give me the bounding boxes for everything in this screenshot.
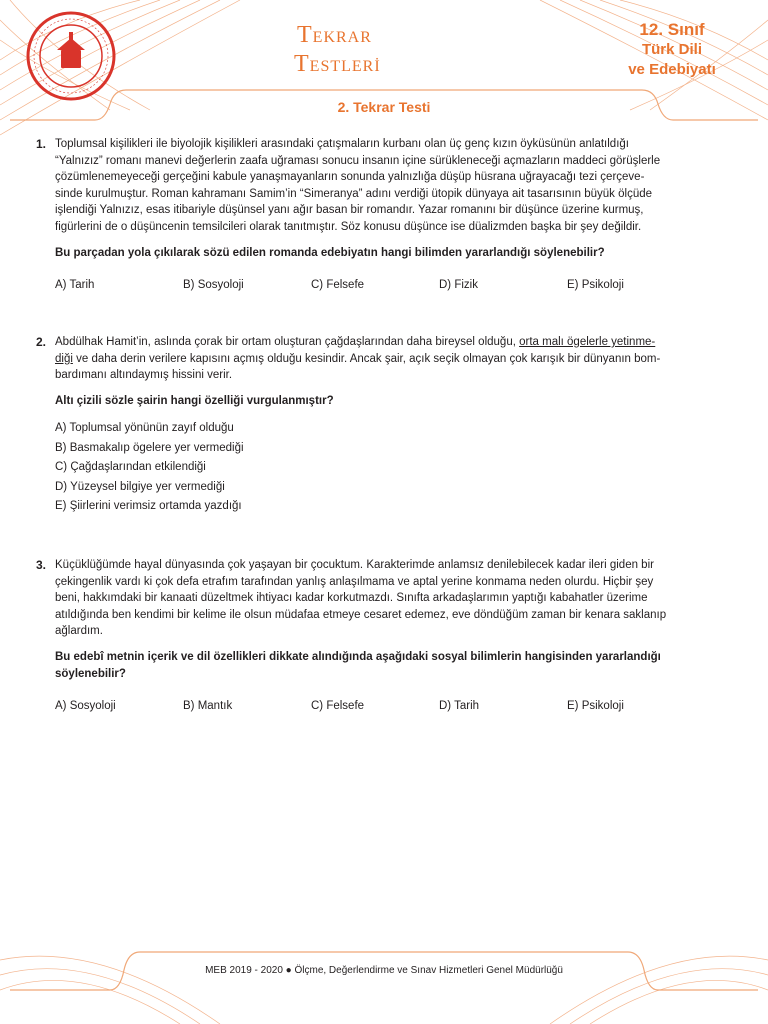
question-prompt: Altı çizili sözle şairin hangi özelliği vurgulanmıştır? bbox=[55, 394, 334, 407]
question-prompt: Bu parçadan yola çıkılarak sözü edilen romanda edebiyatın hangi bilimden yararlandığı söylenebilir? bbox=[55, 246, 605, 259]
question-2 bbox=[36, 334, 740, 517]
option-a[interactable]: A) Sosyoloji bbox=[55, 700, 116, 713]
question-text-line: bardımanı altındaymış hissini verir. bbox=[55, 369, 233, 382]
text-segment: Abdülhak Hamit’in, aslında çorak bir ortam oluşturan çağdaşlarından daha bireysel olduğu, bbox=[55, 336, 520, 348]
tekrar-testleri-brand bbox=[294, 22, 381, 80]
option-d[interactable]: D) Yüzeysel bilgiye yer vermediği bbox=[55, 480, 225, 493]
option-c[interactable]: C) Felsefe bbox=[311, 700, 365, 713]
question-text-line: işlendiği Yalnızız, esas itibariyle düşünsel yanı ağır basan bir romandır. Yazar romanını bir düşünce üzerine kurmuş, bbox=[55, 204, 644, 217]
answer-options bbox=[55, 698, 740, 715]
answer-options bbox=[55, 419, 740, 517]
question-text-line: sinde kurulmuştur. Roman kahramanı Samim’in “Simeranya” adını verdiği ütopik dünyaya ait tasarısının büyük ölçüde bbox=[55, 187, 653, 200]
option-b[interactable]: B) Mantık bbox=[183, 700, 233, 713]
question-text-line: “Yalnızız” romanı manevi değerlerin zaafa uğraması sonucu insanın içine sürükleneceği açmazların maddeci görüşlerle bbox=[55, 154, 661, 167]
brand-line1-cap: T bbox=[297, 22, 313, 48]
question-text-line bbox=[55, 351, 740, 368]
question-text-line: Toplumsal kişilikleri ile biyolojik kişilikleri arasındaki çatışmaların kurbanı olan üç genç kızın öyküsünün anlatıldığı bbox=[55, 138, 629, 150]
question-3 bbox=[36, 557, 740, 715]
option-d[interactable]: D) Tarih bbox=[439, 700, 480, 713]
question-text-line: beni, hakkımdaki bir kanaati düzeltmek ihtiyacı kadar korkutmazdı. Sınıfta arkadaşlarımın yaptığı kabahatler üzerime bbox=[55, 592, 648, 605]
question-text-line bbox=[55, 334, 740, 351]
option-e[interactable]: E) Şiirlerini verimsiz ortamda yazdığı bbox=[55, 500, 242, 513]
question-text-line: Küçüklüğümde hayal dünyasında çok yaşayan bir çocuktum. Karakterimde anlamsız denilebilecek kadar ileri giden bir bbox=[55, 559, 654, 571]
underlined-phrase: orta malı ögelerle yetinme- bbox=[519, 336, 656, 348]
question-text-line: figürlerini de o düşüncenin temsilcileri olarak tanıtmıştır. Söz konusu düşünce ise düalizmden başka bir şey değildir. bbox=[55, 220, 642, 233]
brand-line2-cap: T bbox=[294, 51, 310, 77]
prompt-line: söylenebilir? bbox=[55, 667, 126, 680]
brand-line1-rest: EKRAR bbox=[312, 29, 372, 46]
underlined-phrase: diği bbox=[55, 352, 73, 365]
grade-label: 12. Sınıf bbox=[639, 20, 705, 39]
question-text-line: çözümlenemeyeceği gerçeğini kabule yanaşmayanların sonunda yalnızlığa düşüp hüsrana uğrayacağı tezi çerçeve- bbox=[55, 171, 645, 184]
text-segment: ve daha derin verilere kapısını açmış olduğu kesindir. Ancak şair, açık seçik olmayan çok karışık bir dünyanın bom- bbox=[72, 352, 661, 365]
meb-seal-logo bbox=[25, 10, 117, 102]
question-text-line: çekingenlik vardı ki çok defa etrafım tarafından yanlış anlaşılmama ve aptal yerine konmama neden olurdu. Hiçbir şey bbox=[55, 575, 654, 588]
answer-options bbox=[55, 277, 740, 294]
question-number: 2. bbox=[36, 335, 47, 349]
question-prompt bbox=[55, 649, 740, 682]
question-1 bbox=[36, 136, 740, 294]
subject-line2: ve Edebiyatı bbox=[628, 61, 716, 78]
question-text-line: atıldığında ben kendimi bir kelime ile olsun müdafaa etmeye cesaret edemez, eve döndüğüm zaman bir kenara saklanıp bbox=[55, 608, 667, 621]
option-e[interactable]: E) Psikoloji bbox=[567, 279, 624, 292]
test-title: 2. Tekrar Testi bbox=[337, 99, 431, 115]
prompt-line: Bu edebî metnin içerik ve dil özellikleri dikkate alındığında aşağıdaki sosyal bilimlerin hangisinden yararlandığı bbox=[55, 650, 661, 663]
grade-subject-label bbox=[622, 20, 722, 80]
option-b[interactable]: B) Basmakalıp ögelere yer vermediği bbox=[55, 441, 244, 454]
option-e[interactable]: E) Psikoloji bbox=[567, 700, 624, 713]
subject-line1: Türk Dili bbox=[641, 41, 702, 58]
option-a[interactable]: A) Toplumsal yönünün zayıf olduğu bbox=[55, 422, 234, 435]
option-d[interactable]: D) Fizik bbox=[439, 279, 478, 292]
question-text-line: ağlardım. bbox=[55, 625, 103, 638]
question-number: 3. bbox=[36, 558, 47, 572]
option-a[interactable]: A) Tarih bbox=[55, 279, 95, 292]
option-c[interactable]: C) Çağdaşlarından etkilendiği bbox=[55, 461, 206, 474]
question-number: 1. bbox=[36, 137, 47, 151]
brand-line2-rest: ESTLERİ bbox=[309, 58, 381, 75]
option-c[interactable]: C) Felsefe bbox=[311, 279, 365, 292]
option-b[interactable]: B) Sosyoloji bbox=[183, 279, 244, 292]
footer-text: MEB 2019 - 2020 ● Ölçme, Değerlendirme ve Sınav Hizmetleri Genel Müdürlüğü bbox=[205, 965, 563, 976]
